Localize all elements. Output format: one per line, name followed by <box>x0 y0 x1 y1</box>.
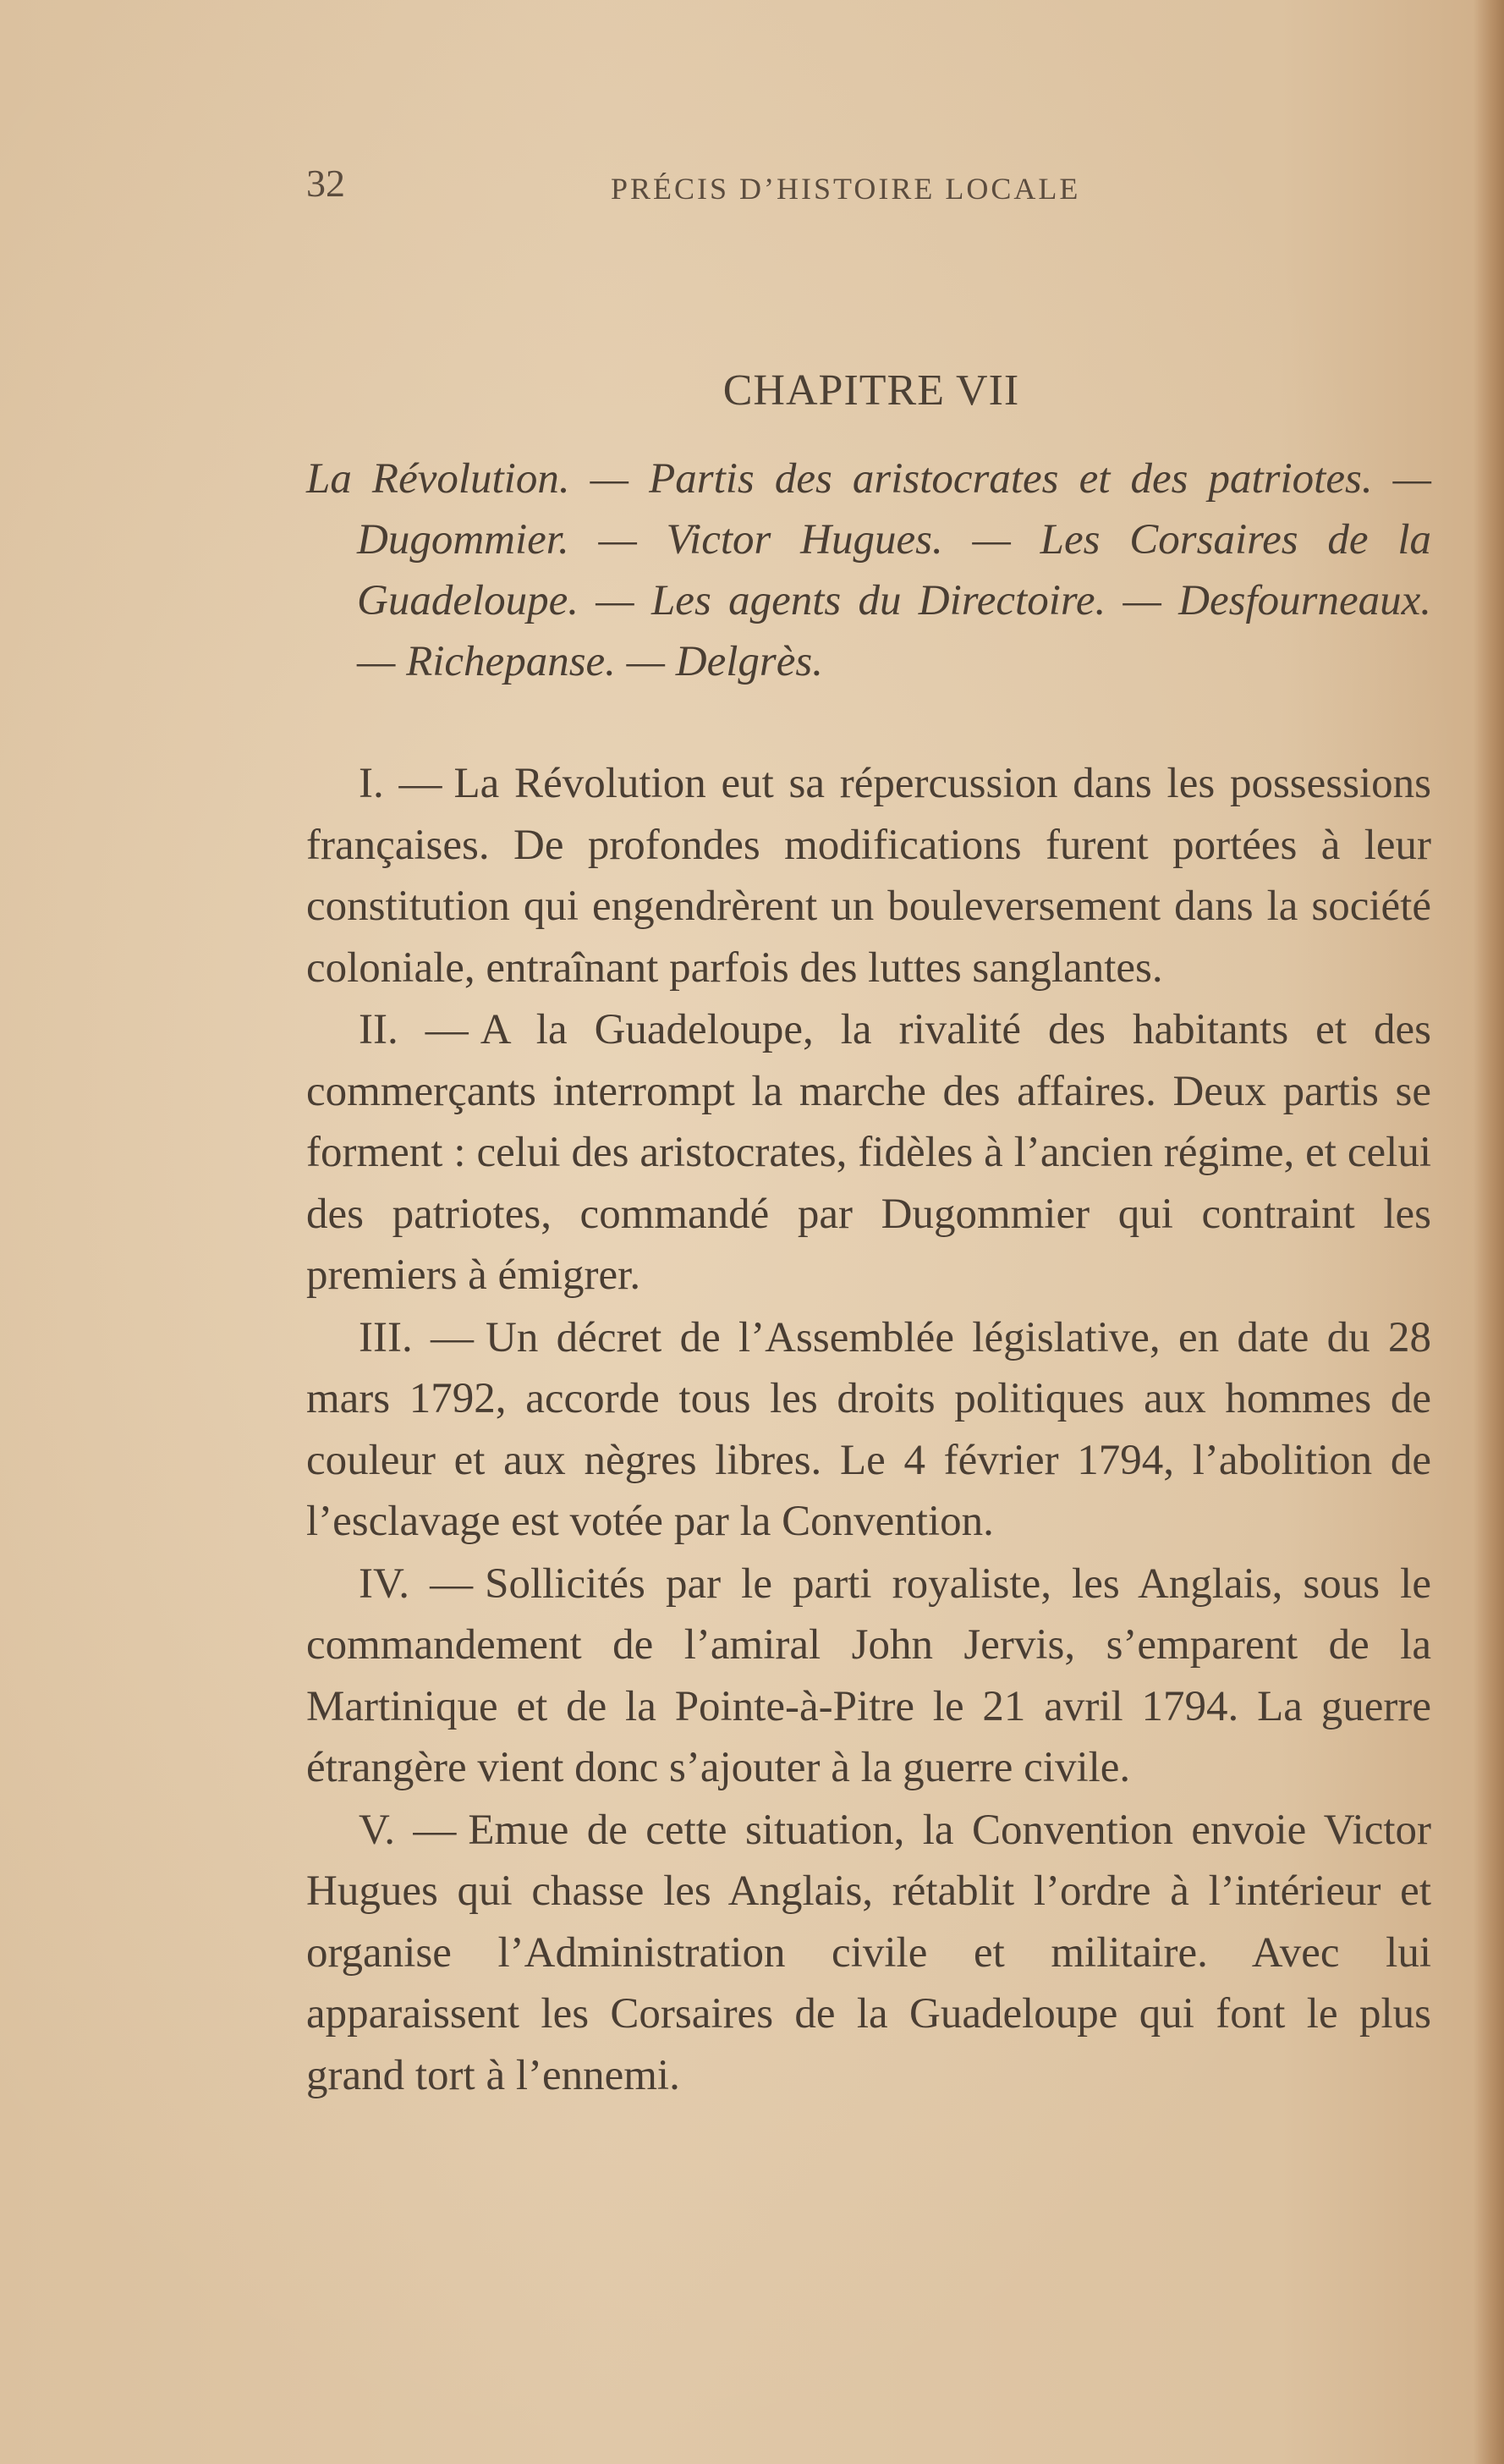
chapter-body <box>306 753 1431 2107</box>
paragraph-1 <box>306 753 1431 998</box>
page-header <box>306 161 1440 212</box>
paragraph-number: I. — <box>359 760 442 807</box>
page-number: 32 <box>306 162 345 205</box>
chapter-summary-text: La Révolution. — Partis des aristocrates et des patriotes. — Dugommier. — Victor Hugues. — Les Corsaires de la Guadeloupe. — Les agents du Directoire. — Desfourneaux. — Richepanse. — Delgrès. <box>306 455 1431 685</box>
paragraph-3 <box>306 1307 1431 1553</box>
paragraph-text: Emue de cette situation, la Convention envoie Victor Hugues qui chasse les Anglais, rétablit l’ordre à l’intérieur et organise l’Administration civile et militaire. Avec lui apparaissent les Corsaires de la Guadeloupe qui font le plus grand tort à l’ennemi. <box>306 1806 1431 2099</box>
paragraph-4 <box>306 1554 1431 1799</box>
paragraph-text: Sollicités par le parti royaliste, les Anglais, sous le commandement de l’amiral John Jervis, s’emparent de la Martinique et de la Pointe-à-Pitre le 21 avril 1794. La guerre étrangère vient donc s’ajouter à la guerre civile. <box>306 1559 1431 1791</box>
paragraph-number: III. — <box>359 1313 475 1361</box>
paragraph-5 <box>306 1800 1431 2107</box>
paragraph-number: IV. — <box>359 1559 474 1608</box>
paragraph-number: V. — <box>359 1806 457 1854</box>
running-title: PRÉCIS D’HISTOIRE LOCALE <box>611 172 1081 206</box>
paragraph-text: A la Guadeloupe, la rivalité des habitants et des commerçants interrompt la marche des affaires. Deux partis se forment : celui des aristocrates, fidèles à l’ancien régime, et celui des patriotes, commandé par Dugommier qui contraint les premiers à émigrer. <box>306 1006 1431 1299</box>
paragraph-text: Un décret de l’Assemblée législative, en date du 28 mars 1792, accorde tous les droits politiques aux hommes de couleur et aux nègres libres. Le 4 février 1794, l’abolition de l’esclavage est votée par la Convention. <box>306 1313 1431 1545</box>
chapter-summary <box>306 448 1431 692</box>
paragraph-text: La Révolution eut sa répercussion dans les possessions françaises. De profondes modifications furent portées à leur constitution qui engendrèrent un bouleversement dans la société coloniale, entraînant parfois des luttes sanglantes. <box>306 760 1432 992</box>
chapter-title: CHAPITRE VII <box>722 366 1020 415</box>
paragraph-number: II. — <box>359 1006 469 1053</box>
paragraph-2 <box>306 999 1431 1306</box>
